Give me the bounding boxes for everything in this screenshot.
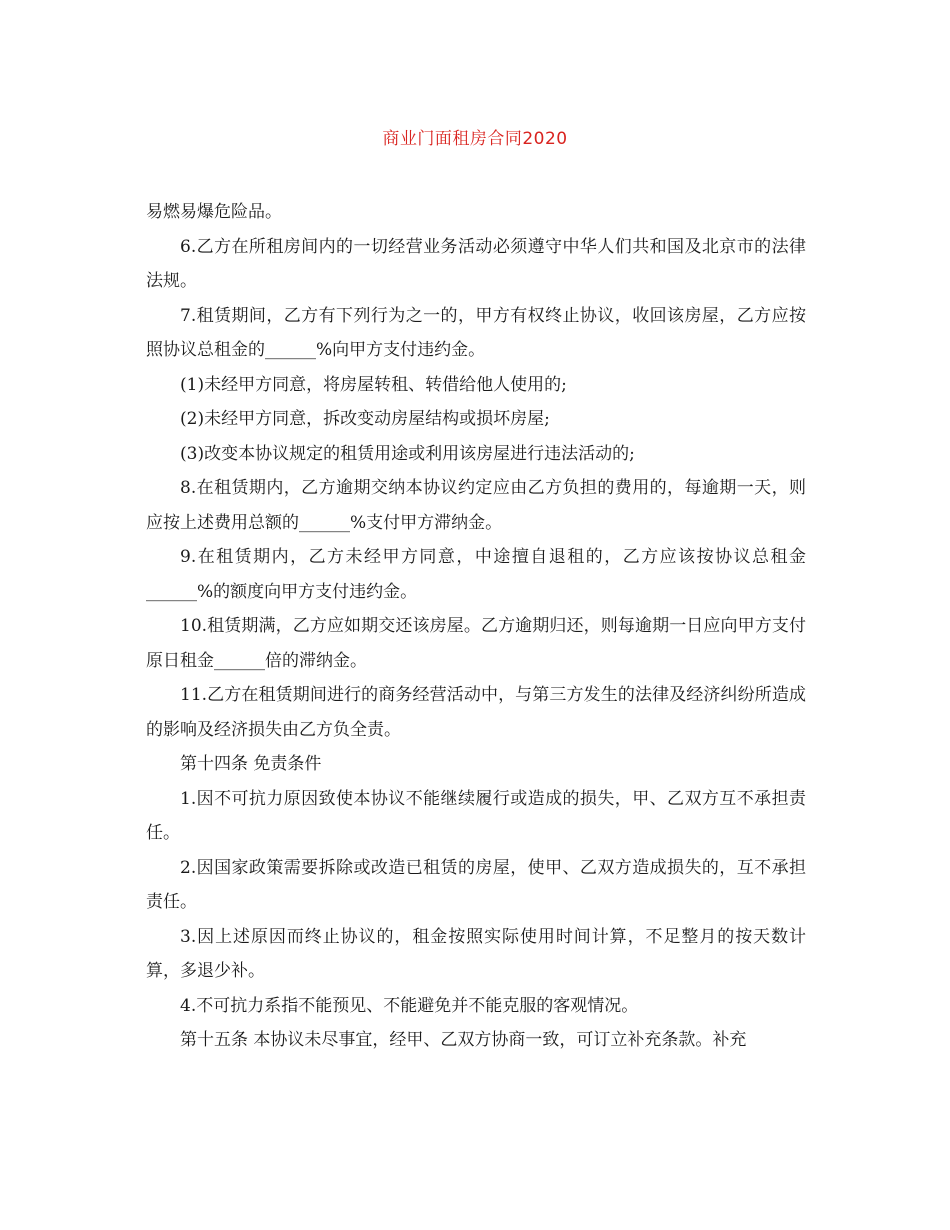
paragraph-clause-7: 7.租赁期间，乙方有下列行为之一的，甲方有权终止协议，收回该房屋，乙方应按照协议总租金的______%向甲方支付违约金。	[146, 305, 806, 360]
paragraph-clause-6: 6.乙方在所租房间内的一切经营业务活动必须遵守中华人们共和国及北京市的法律法规。	[146, 236, 806, 291]
paragraph-clause-8: 8.在租赁期内，乙方逾期交纳本协议约定应由乙方负担的费用的，每逾期一天，则应按上述费用总额的______%支付甲方滞纳金。	[146, 478, 806, 533]
paragraph-item-2: (2)未经甲方同意，拆改变动房屋结构或损坏房屋;	[180, 409, 550, 429]
paragraph-clause-9: 9.在租赁期内，乙方未经甲方同意，中途擅自退租的，乙方应该按协议总租金______%的额度向甲方支付违约金。	[146, 547, 806, 602]
paragraph-item-1: (1)未经甲方同意，将房屋转租、转借给他人使用的;	[180, 374, 567, 395]
paragraph-exemption-1: 1.因不可抗力原因致使本协议不能继续履行或造成的损失，甲、乙双方互不承担责任。	[146, 788, 806, 843]
paragraph-continuation: 易燃易爆危险品。	[146, 202, 282, 222]
document-body	[146, 195, 806, 1058]
paragraph-item-3: (3)改变本协议规定的租赁用途或利用该房屋进行违法活动的;	[180, 443, 635, 464]
paragraph-clause-10: 10.租赁期满，乙方应如期交还该房屋。乙方逾期归还，则每逾期一日应向甲方支付原日租金______倍的滞纳金。	[146, 616, 806, 671]
paragraph-exemption-3: 3.因上述原因而终止协议的，租金按照实际使用时间计算，不足整月的按天数计算，多退少补。	[146, 926, 806, 981]
section-heading-article-14: 第十四条 免责条件	[180, 754, 322, 774]
section-heading-article-15: 第十五条 本协议未尽事宜，经甲、乙双方协商一致，可订立补充条款。补充	[180, 1030, 747, 1050]
paragraph-exemption-4: 4.不可抗力系指不能预见、不能避免并不能克服的客观情况。	[180, 995, 639, 1016]
paragraph-exemption-2: 2.因国家政策需要拆除或改造已租赁的房屋，使甲、乙双方造成损失的，互不承担责任。	[146, 857, 806, 912]
paragraph-clause-11: 11.乙方在租赁期间进行的商务经营活动中，与第三方发生的法律及经济纠纷所造成的影响及经济损失由乙方负全责。	[146, 685, 806, 740]
document-title: 商业门面租房合同2020	[382, 129, 568, 149]
